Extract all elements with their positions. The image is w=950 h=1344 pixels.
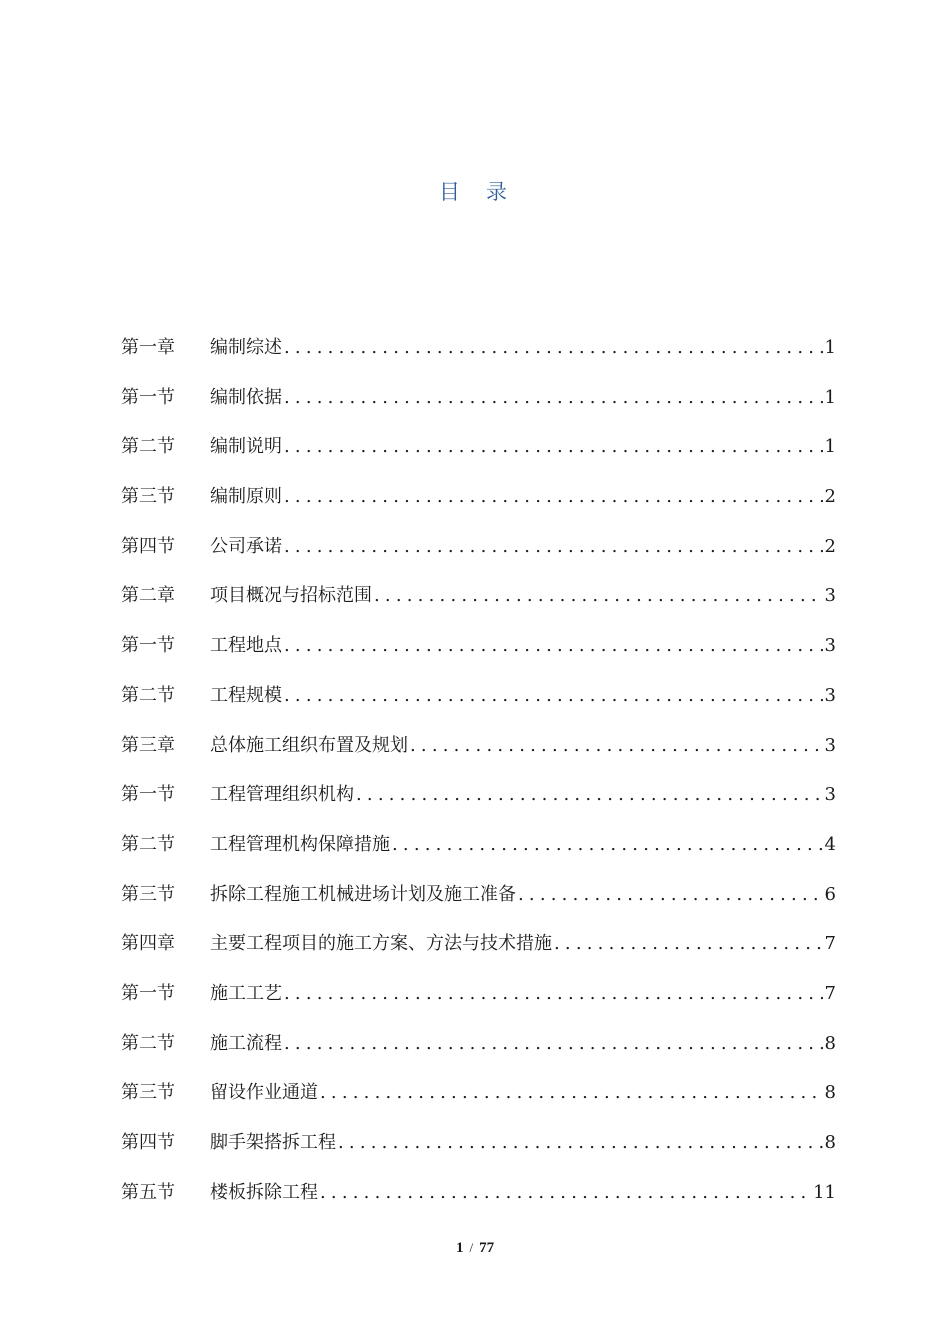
toc-entry-number: 第三节 bbox=[121, 1082, 175, 1104]
toc-entry[interactable] bbox=[121, 930, 836, 980]
toc-dot-leader bbox=[284, 384, 823, 412]
toc-dot-leader bbox=[410, 732, 823, 760]
toc-entry-page: 2 bbox=[824, 486, 836, 508]
toc-entry-number: 第五节 bbox=[121, 1181, 175, 1203]
toc-entry-page: 4 bbox=[824, 833, 836, 855]
toc-entry-page: 1 bbox=[824, 337, 836, 358]
toc-entry-number: 第四节 bbox=[121, 1132, 175, 1153]
toc-entry[interactable] bbox=[121, 533, 836, 583]
page-footer bbox=[0, 1240, 950, 1257]
toc-entry-number: 第二节 bbox=[121, 436, 175, 458]
toc-entry-page: 1 bbox=[824, 436, 836, 458]
toc-entry-page: 3 bbox=[824, 734, 836, 756]
toc-entry[interactable] bbox=[121, 881, 836, 931]
toc-entry-title: 总体施工组织布置及规划 bbox=[210, 734, 408, 756]
toc-entry-number: 第二节 bbox=[121, 684, 175, 706]
toc-entry[interactable] bbox=[121, 1030, 836, 1080]
toc-entry-title: 编制原则 bbox=[210, 486, 282, 508]
toc-entry[interactable] bbox=[121, 483, 836, 533]
toc-dot-leader bbox=[392, 831, 823, 859]
toc-entry-title: 公司承诺 bbox=[210, 535, 282, 557]
toc-entry-number: 第一章 bbox=[121, 337, 175, 358]
toc-entry-number: 第一节 bbox=[121, 982, 175, 1004]
toc-entry-title: 留设作业通道 bbox=[210, 1082, 318, 1104]
toc-entry[interactable] bbox=[121, 781, 836, 831]
toc-entry-number: 第二节 bbox=[121, 1032, 175, 1054]
toc-dot-leader bbox=[284, 632, 823, 660]
toc-entry-number: 第一节 bbox=[121, 784, 175, 806]
toc-entry-title: 工程地点 bbox=[210, 635, 282, 657]
toc-dot-leader bbox=[284, 483, 823, 511]
toc-dot-leader bbox=[284, 334, 823, 362]
toc-entry-title: 工程规模 bbox=[210, 684, 282, 706]
toc-entry-number: 第四章 bbox=[121, 933, 175, 955]
toc-entry-number: 第一节 bbox=[121, 635, 175, 657]
toc-entry-page: 7 bbox=[824, 982, 836, 1004]
toc-entry-title: 拆除工程施工机械进场计划及施工准备 bbox=[210, 883, 516, 905]
toc-entry-number: 第二章 bbox=[121, 585, 175, 607]
toc-entry[interactable] bbox=[121, 732, 836, 782]
page-separator: / bbox=[469, 1240, 474, 1255]
toc-dot-leader bbox=[284, 1030, 823, 1058]
toc-entry-title: 施工工艺 bbox=[210, 982, 282, 1004]
toc-entry-title: 主要工程项目的施工方案、方法与技术措施 bbox=[210, 933, 552, 955]
toc-entry[interactable] bbox=[121, 1129, 836, 1179]
toc-entry[interactable] bbox=[121, 980, 836, 1030]
toc-entry-number: 第二节 bbox=[121, 833, 175, 855]
toc-dot-leader bbox=[518, 881, 823, 909]
toc-entry-page: 7 bbox=[824, 933, 836, 955]
toc-entry-title: 脚手架搭拆工程 bbox=[210, 1132, 336, 1153]
toc-entry-title: 施工流程 bbox=[210, 1032, 282, 1054]
toc-entry-page: 6 bbox=[824, 883, 836, 905]
toc-entry-page: 3 bbox=[824, 684, 836, 706]
toc-entry-page: 11 bbox=[813, 1181, 836, 1203]
toc-dot-leader bbox=[374, 582, 823, 610]
toc-entry[interactable] bbox=[121, 334, 836, 384]
toc-entry-title: 工程管理组织机构 bbox=[210, 784, 354, 806]
toc-entry-number: 第一节 bbox=[121, 386, 175, 408]
toc-entry-page: 1 bbox=[824, 386, 836, 408]
toc-dot-leader bbox=[284, 682, 823, 710]
toc-entry[interactable] bbox=[121, 433, 836, 483]
toc-entry[interactable] bbox=[121, 831, 836, 881]
toc-dot-leader bbox=[284, 980, 823, 1008]
toc-title-right: 录 bbox=[486, 180, 511, 204]
toc-entry[interactable] bbox=[121, 682, 836, 732]
toc-dot-leader bbox=[554, 930, 823, 958]
toc-dot-leader bbox=[338, 1129, 823, 1157]
toc-entry[interactable] bbox=[121, 384, 836, 434]
toc-entry-number: 第三章 bbox=[121, 734, 175, 756]
toc-entry-page: 8 bbox=[824, 1032, 836, 1054]
toc-entry-number: 第三节 bbox=[121, 486, 175, 508]
toc-entry-title: 项目概况与招标范围 bbox=[210, 585, 372, 607]
toc-entry-page: 8 bbox=[824, 1132, 836, 1153]
toc-entry-page: 3 bbox=[824, 635, 836, 657]
toc-dot-leader bbox=[320, 1179, 811, 1207]
toc-entry[interactable] bbox=[121, 1179, 836, 1229]
toc-entry-page: 3 bbox=[824, 585, 836, 607]
toc-list bbox=[121, 334, 836, 1228]
toc-entry-number: 第四节 bbox=[121, 535, 175, 557]
toc-entry-title: 楼板拆除工程 bbox=[210, 1181, 318, 1203]
toc-title bbox=[0, 176, 950, 206]
toc-entry-title: 编制综述 bbox=[210, 337, 282, 358]
toc-dot-leader bbox=[284, 533, 823, 561]
toc-entry-number: 第三节 bbox=[121, 883, 175, 905]
current-page-number: 1 bbox=[455, 1240, 464, 1256]
total-pages: 77 bbox=[479, 1240, 495, 1256]
toc-entry[interactable] bbox=[121, 1079, 836, 1129]
toc-dot-leader bbox=[320, 1079, 823, 1107]
toc-entry-page: 2 bbox=[824, 535, 836, 557]
toc-entry[interactable] bbox=[121, 582, 836, 632]
toc-entry-title: 工程管理机构保障措施 bbox=[210, 833, 390, 855]
toc-entry-page: 8 bbox=[824, 1082, 836, 1104]
toc-dot-leader bbox=[356, 781, 823, 809]
toc-entry-title: 编制说明 bbox=[210, 436, 282, 458]
toc-title-left: 目 bbox=[439, 180, 464, 204]
toc-entry-title: 编制依据 bbox=[210, 386, 282, 408]
toc-entry-page: 3 bbox=[824, 784, 836, 806]
toc-entry[interactable] bbox=[121, 632, 836, 682]
toc-dot-leader bbox=[284, 433, 823, 461]
